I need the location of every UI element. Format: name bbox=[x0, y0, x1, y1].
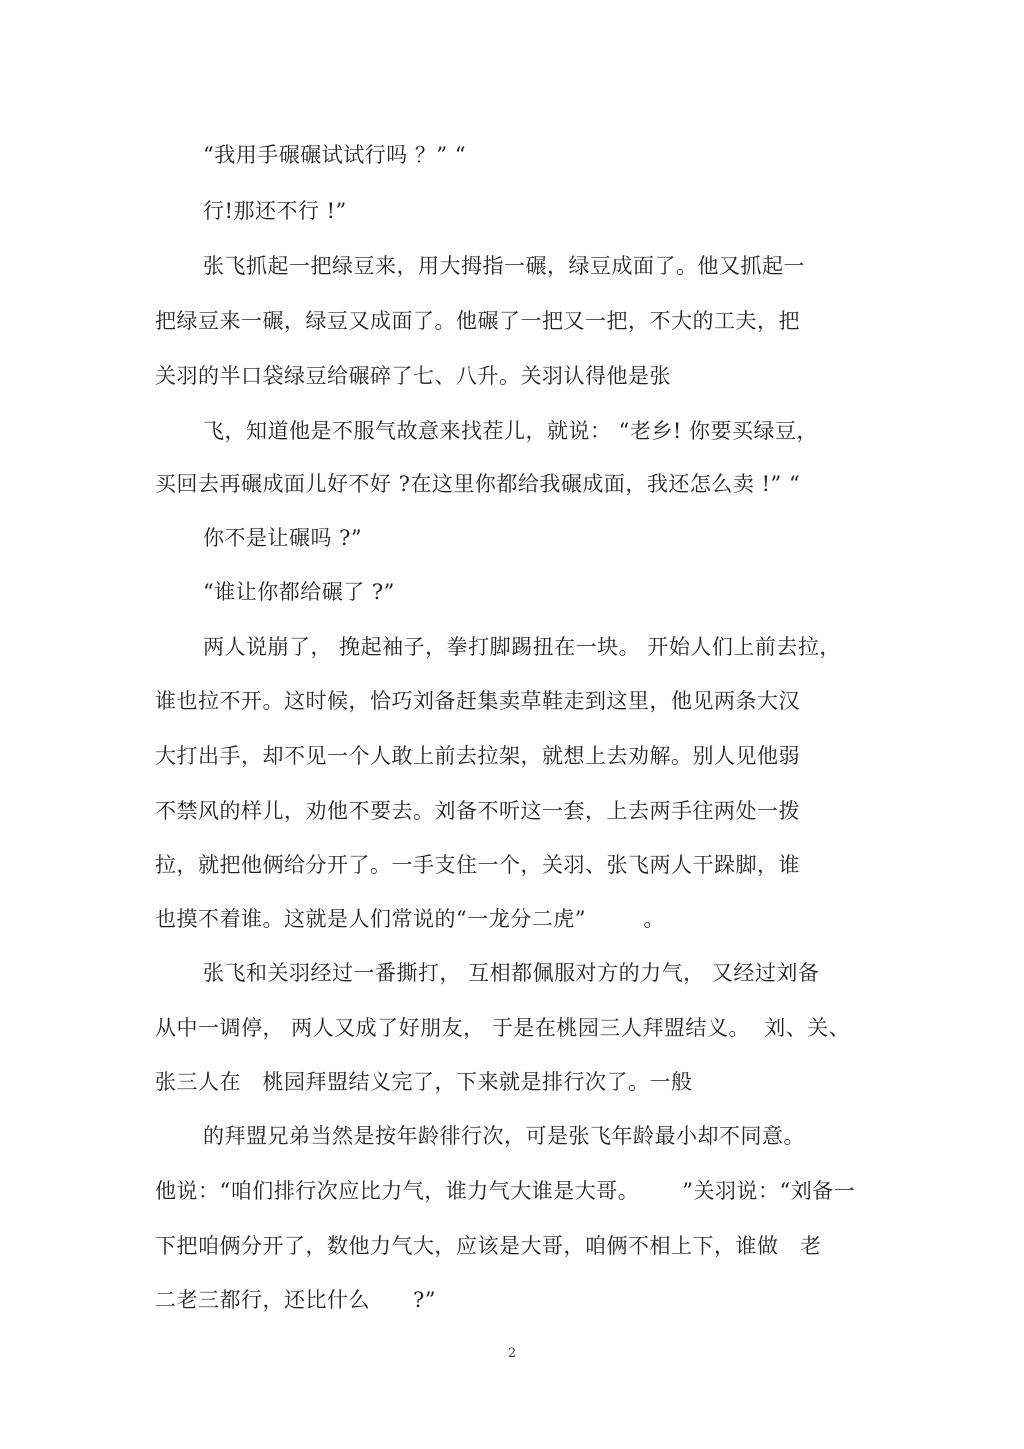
text-line: 从中一调停， 两人又成了好朋友， 于是在桃园三人拜盟结义。 刘、关、 bbox=[155, 1016, 851, 1040]
text-line: 飞，知道他是不服气故意来找茬儿，就说： “老乡! 你要买绿豆， bbox=[203, 419, 819, 443]
text-line: 拉，就把他俩给分开了。一手支住一个，关羽、张飞两人干跺脚，谁 bbox=[155, 853, 800, 877]
text-line: 张飞和关羽经过一番撕打， 互相都佩服对方的力气， 又经过刘备 bbox=[203, 961, 820, 985]
text-line: “我用手碾碾试试行吗 ？” “ bbox=[203, 143, 467, 167]
text-line: 关羽的半口袋绿豆给碾碎了七、八升。关羽认得他是张 bbox=[155, 364, 671, 388]
text-line: “谁让你都给碾了 ?” bbox=[203, 580, 395, 604]
text-line: 下把咱俩分开了，数他力气大，应该是大哥，咱俩不相上下，谁做 老 bbox=[155, 1234, 822, 1258]
text-line: 行!那还不行 !” bbox=[203, 199, 347, 223]
text-line: 大打出手，却不见一个人敢上前去拉架，就想上去劝解。别人见他弱 bbox=[155, 744, 800, 768]
text-line: 两人说崩了， 挽起袖子，拳打脚踢扭在一块。 开始人们上前去拉， bbox=[203, 635, 841, 659]
text-line: 谁也拉不开。这时候，恰巧刘备赶集卖草鞋走到这里，他见两条大汉 bbox=[155, 689, 800, 713]
text-line: 他说：“咱们排行次应比力气，谁力气大谁是大哥。 ”关羽说：“刘备一 bbox=[155, 1179, 856, 1203]
text-line: 的拜盟兄弟当然是按年龄徘行次，可是张飞年龄最小却不同意。 bbox=[203, 1124, 805, 1148]
text-line: 你不是让碾吗 ?” bbox=[203, 526, 363, 550]
page-number: 2 bbox=[507, 1346, 517, 1361]
text-line: 二老三都行，还比什么 ?” bbox=[155, 1288, 437, 1312]
text-line: 张三人在 桃园拜盟结义完了，下来就是排行次了。一般 bbox=[155, 1070, 693, 1094]
text-line: 不禁风的样儿，劝他不要去。刘备不听这一套，上去两手往两处一拨 bbox=[155, 799, 800, 823]
text-line: 也摸不着谁。这就是人们常说的“一龙分二虎” 。 bbox=[155, 907, 665, 931]
text-line: 把绿豆来一碾，绿豆又成面了。他碾了一把又一把，不大的工夫，把 bbox=[155, 309, 800, 333]
text-line: 张飞抓起一把绿豆来，用大拇指一碾，绿豆成面了。他又抓起一 bbox=[203, 254, 805, 278]
text-line: 买回去再碾成面儿好不好 ?在这里你都给我碾成面，我还怎么卖 !” “ bbox=[155, 472, 801, 496]
